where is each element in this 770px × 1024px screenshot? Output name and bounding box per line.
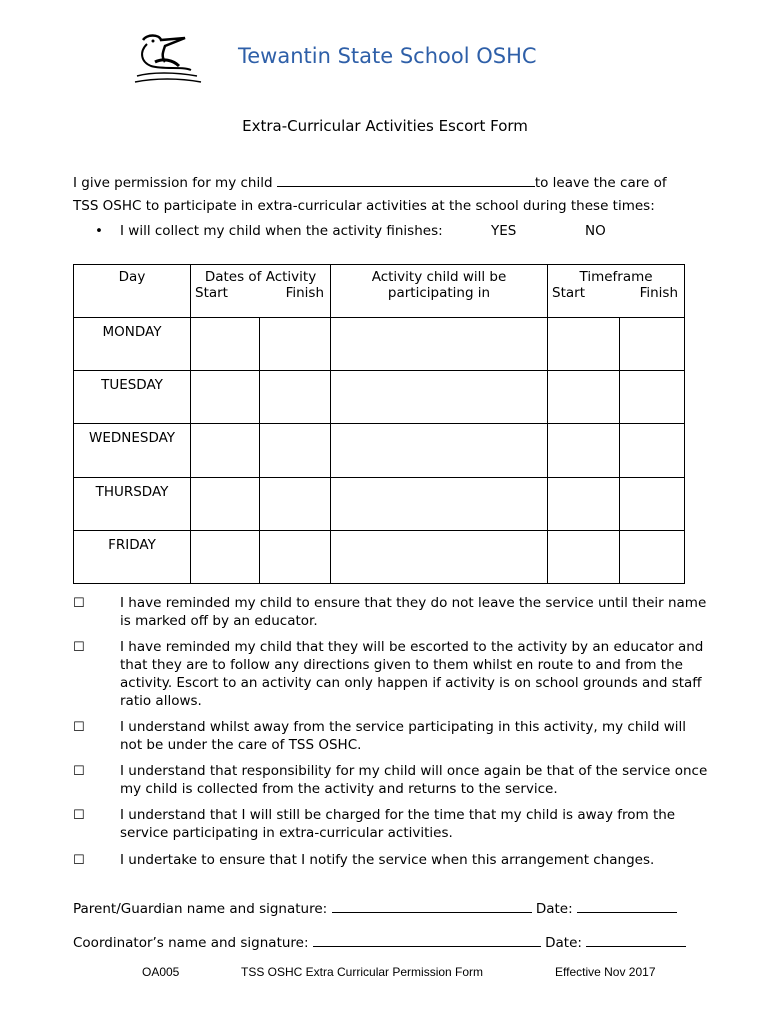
activity-cell[interactable] — [331, 371, 548, 424]
table-row — [74, 530, 685, 583]
checkbox-icon[interactable]: ☐ — [73, 853, 85, 868]
time-start-cell[interactable] — [548, 477, 620, 530]
table-row — [74, 424, 685, 477]
school-name: Tewantin State School OSHC — [238, 44, 537, 68]
declaration-item: I have reminded my child to ensure that they do not leave the service until their name is marked off by an educator. — [120, 595, 707, 629]
table-row — [74, 371, 685, 424]
pelican-logo — [125, 32, 205, 88]
parent-signature-label: Parent/Guardian name and signature: — [73, 901, 328, 917]
date-finish-cell[interactable] — [260, 318, 331, 371]
checkbox-icon[interactable]: ☐ — [73, 764, 85, 779]
date-start-cell[interactable] — [191, 424, 260, 477]
date-finish-cell[interactable] — [260, 530, 331, 583]
permission-text-end: to leave the care of — [534, 175, 667, 191]
activity-cell[interactable] — [331, 530, 548, 583]
header-dates-finish: Finish — [285, 285, 325, 301]
checkbox-icon[interactable]: ☐ — [73, 640, 85, 655]
time-finish-cell[interactable] — [620, 424, 685, 477]
declaration-item: I understand that I will still be charged for the time that my child is away from the service participating in extra-curricular activities. — [120, 807, 676, 841]
checkbox-icon[interactable]: ☐ — [73, 596, 85, 611]
header-timeframe-label: Timeframe — [579, 269, 653, 285]
permission-text-start: I give permission for my child — [73, 175, 273, 191]
child-name-field[interactable] — [277, 173, 535, 187]
header-activity-line-2: participating in — [387, 285, 491, 301]
header-dates-label: Dates of Activity — [204, 269, 317, 285]
day-cell: TUESDAY — [74, 371, 191, 424]
footer-title: TSS OSHC Extra Curricular Permission Form — [241, 965, 484, 979]
date-start-cell[interactable] — [191, 530, 260, 583]
activity-cell[interactable] — [331, 424, 548, 477]
date-start-cell[interactable] — [191, 477, 260, 530]
header-dates-start: Start — [195, 285, 228, 301]
header-activity — [331, 265, 548, 318]
activity-cell[interactable] — [331, 477, 548, 530]
day-cell: WEDNESDAY — [74, 424, 191, 477]
activity-cell[interactable] — [331, 318, 548, 371]
footer-code: OA005 — [142, 965, 180, 979]
day-cell: FRIDAY — [74, 530, 191, 583]
date-start-cell[interactable] — [191, 318, 260, 371]
time-start-cell[interactable] — [548, 530, 620, 583]
header-timeframe — [548, 265, 685, 318]
header-day: Day — [74, 265, 191, 318]
time-finish-cell[interactable] — [620, 477, 685, 530]
coordinator-date-field[interactable] — [586, 933, 686, 947]
activity-schedule-table — [73, 264, 685, 584]
coordinator-date-label: Date: — [545, 935, 582, 951]
day-cell: MONDAY — [74, 318, 191, 371]
permission-line-2: TSS OSHC to participate in extra-curricular activities at the school during these times: — [73, 198, 655, 214]
checkbox-icon[interactable]: ☐ — [73, 808, 85, 823]
parent-signature-line — [73, 899, 677, 917]
declaration-item: I understand whilst away from the service participating in this activity, my child will not be under the care of TSS OSHC. — [120, 719, 687, 753]
table-header-row — [74, 265, 685, 318]
date-finish-cell[interactable] — [260, 371, 331, 424]
checkbox-icon[interactable]: ☐ — [73, 720, 85, 735]
footer-effective: Effective Nov 2017 — [555, 965, 656, 979]
time-start-cell[interactable] — [548, 424, 620, 477]
header-activity-line-1: Activity child will be — [371, 269, 507, 285]
day-cell: THURSDAY — [74, 477, 191, 530]
header-time-finish: Finish — [639, 285, 679, 301]
declaration-item: I understand that responsibility for my child will once again be that of the service once my child is collected from the activity and returns to the service. — [120, 763, 708, 797]
no-option[interactable]: NO — [585, 223, 606, 239]
coordinator-signature-label: Coordinator’s name and signature: — [73, 935, 309, 951]
permission-line-1 — [73, 173, 667, 191]
yes-option[interactable]: YES — [491, 223, 517, 239]
declaration-item: I have reminded my child that they will be escorted to the activity by an educator and that they are to follow any directions given to them whilst en route to and from the activity. Escort to an activity can only happen if activity is on school grounds and staff ratio allows. — [120, 639, 704, 709]
table-row — [74, 318, 685, 371]
time-finish-cell[interactable] — [620, 530, 685, 583]
coordinator-signature-field[interactable] — [313, 933, 541, 947]
header-time-start: Start — [552, 285, 585, 301]
date-finish-cell[interactable] — [260, 424, 331, 477]
bullet-icon: • — [95, 223, 103, 239]
parent-date-field[interactable] — [577, 899, 677, 913]
time-finish-cell[interactable] — [620, 371, 685, 424]
time-start-cell[interactable] — [548, 318, 620, 371]
declaration-item: I undertake to ensure that I notify the service when this arrangement changes. — [120, 852, 655, 868]
date-finish-cell[interactable] — [260, 477, 331, 530]
parent-signature-field[interactable] — [332, 899, 532, 913]
collect-text: I will collect my child when the activity finishes: — [120, 223, 443, 239]
parent-date-label: Date: — [535, 901, 573, 917]
form-title: Extra-Curricular Activities Escort Form — [242, 117, 528, 135]
table-row — [74, 477, 685, 530]
header-dates — [191, 265, 331, 318]
time-start-cell[interactable] — [548, 371, 620, 424]
time-finish-cell[interactable] — [620, 318, 685, 371]
date-start-cell[interactable] — [191, 371, 260, 424]
coordinator-signature-line — [73, 933, 686, 951]
